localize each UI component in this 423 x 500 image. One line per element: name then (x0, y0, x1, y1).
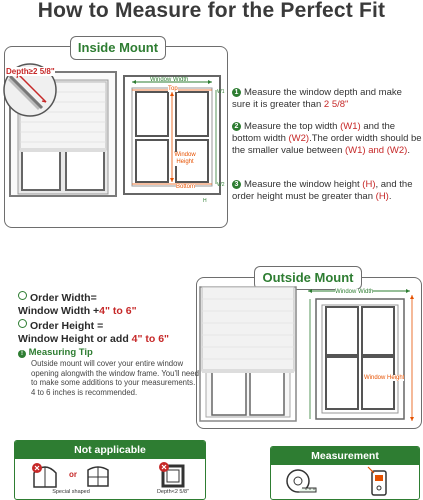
inside-step-1 (232, 87, 422, 111)
order-width-red: 4" to 6" (99, 305, 137, 317)
order-width-line2: Window Width + (18, 305, 100, 317)
outside-window-diagram (304, 285, 418, 425)
inside-window-height-label: Window Height (174, 152, 196, 165)
order-height-line2: Window Height or add (18, 333, 132, 345)
inside-mount-heading: Inside Mount (70, 36, 166, 60)
laser-meter-icon (364, 465, 392, 497)
step-red-text: (H) (375, 191, 389, 202)
outside-window-width-label: Window Width (335, 289, 374, 295)
order-width (18, 291, 198, 318)
inside-step-2 (232, 121, 422, 157)
step-text: Measure the window height (244, 179, 363, 190)
inside-h-label: H (203, 198, 207, 204)
measurement-header: Measurement (271, 447, 419, 465)
or-label: or (69, 470, 77, 479)
step-red-text: (W1) (340, 121, 361, 132)
inside-window-diagram (122, 74, 226, 200)
inside-window-width-label: Window Width (150, 77, 189, 83)
step-text: , and the order height must be greater than (232, 179, 413, 202)
step-text: Measure the top width (244, 121, 341, 132)
not-applicable-header: Not applicable (15, 441, 205, 459)
step-red-text: (W2) (288, 133, 310, 144)
step-red-text: (W1) and (W2) (345, 145, 408, 156)
page-title: How to Measure for the Perfect Fit (37, 0, 386, 22)
tape-measure-icon (284, 467, 318, 495)
inside-bottom-label: Bottom (176, 184, 196, 190)
bullet-icon (18, 319, 27, 328)
depth-label: Depth≥2 5/8" (6, 67, 55, 76)
step-text: Measure the window depth and make sure it is greater than (232, 87, 402, 110)
step-text: . (407, 145, 410, 156)
step-text: .The order width should be the smaller value between (232, 133, 422, 156)
inside-step-3 (232, 179, 422, 203)
special-shaped-caption: Special shaped (52, 489, 90, 495)
special-shaped-icon (30, 461, 60, 489)
outside-mount-heading: Outside Mount (254, 266, 362, 290)
measuring-tip-heading (18, 347, 93, 358)
step-number: 3 (232, 180, 241, 189)
order-height-line1: Order Height = (30, 320, 104, 332)
outside-window-height-label: Window Height (364, 375, 405, 381)
order-height (18, 319, 203, 346)
step-red-text: (H) (362, 179, 376, 190)
inside-top-label: Top (168, 86, 178, 92)
inside-w1-label: W1 (217, 89, 225, 95)
inside-w2-label: W2 (217, 182, 225, 188)
step-red-text: 2 5/8" (323, 99, 349, 110)
tip-icon: ! (18, 350, 26, 358)
outside-mount-illustration (196, 281, 300, 425)
step-number: 1 (232, 88, 241, 97)
step-text: and the bottom width (232, 121, 396, 144)
bullet-icon (18, 291, 27, 300)
shallow-depth-caption: Depth<2 5/8" (156, 489, 190, 495)
step-number: 2 (232, 122, 241, 131)
order-height-red: 4" to 6" (131, 333, 170, 345)
measuring-tip-body: Outside mount will cover your entire window opening alongwith the window frame. You'll need to make some additions to your measurements. 4 to 6 inches is recommended. (31, 359, 199, 397)
tip-heading-text: Measuring Tip (28, 347, 93, 358)
shallow-depth-icon (158, 461, 186, 489)
step-text: . (388, 191, 392, 202)
curved-shape-icon (84, 462, 112, 488)
order-width-line1: Order Width= (30, 292, 97, 304)
